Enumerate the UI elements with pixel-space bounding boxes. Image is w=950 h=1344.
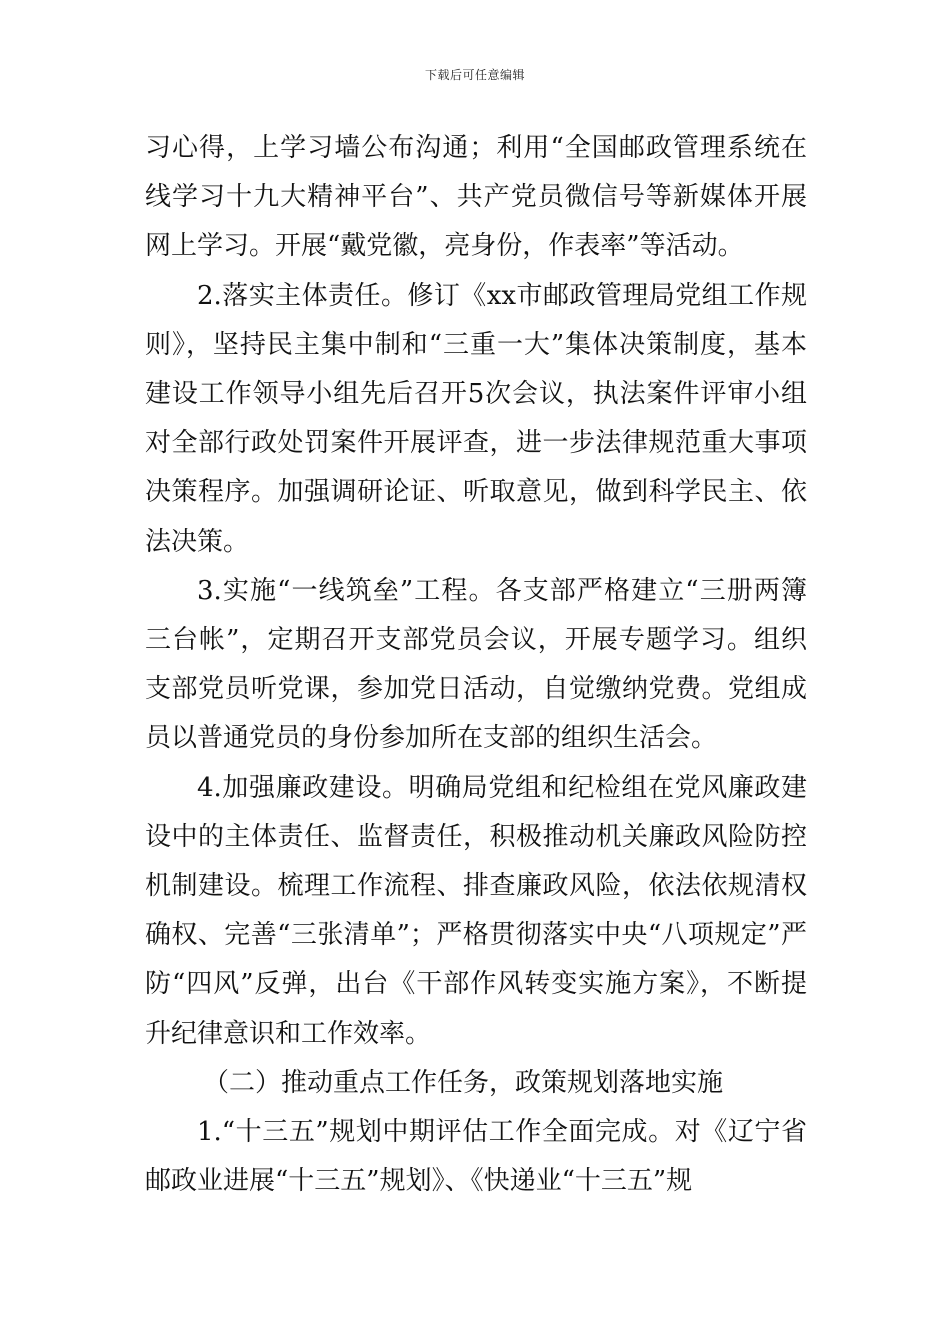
- paragraph-item-3: 3.实施“一线筑垒”工程。各支部严格建立“三册两簿三台帐”，定期召开支部党员会议，开展专题学习。组织支部党员听党课，参加党日活动，自觉缴纳党费。党组成员以普通党员的身份参加所在支部的组织生活会。: [145, 575, 807, 754]
- paragraph-item-4: 4.加强廉政建设。明确局党组和纪检组在党风廉政建设中的主体责任、监督责任，积极推动机关廉政风险防控机制建设。梳理工作流程、排查廉政风险，依法依规清权确权、完善“三张清单”；严格贯彻落实中央“八项规定”严防“四风”反弹，出台《干部作风转变实施方案》，不断提升纪律意识和工作效率。: [145, 772, 807, 1049]
- paragraph-subitem-1: 1.“十三五”规划中期评估工作全面完成。对《辽宁省邮政业进展“十三五”规划》、《快递业“十三五”规: [145, 1117, 807, 1197]
- page-header: 下载后可任意编辑: [424, 68, 525, 82]
- document-body: [145, 124, 807, 1206]
- paragraph-item-2: 2.落实主体责任。修订《xx市邮政管理局党组工作规则》，坚持民主集中制和“三重一大”集体决策制度，基本建设工作领导小组先后召开5次会议，执法案件评审小组对全部行政处罚案件开展评查，进一步法律规范重大事项决策程序。加强调研论证、听取意见，做到科学民主、依法决策。: [145, 280, 807, 557]
- paragraph-continuation: 习心得，上学习墙公布沟通；利用“全国邮政管理系统在线学习十九大精神平台”、共产党员微信号等新媒体开展网上学习。开展“戴党徽，亮身份，作表率”等活动。: [145, 133, 807, 262]
- section-heading: （二）推动重点工作任务，政策规划落地实施: [203, 1067, 724, 1098]
